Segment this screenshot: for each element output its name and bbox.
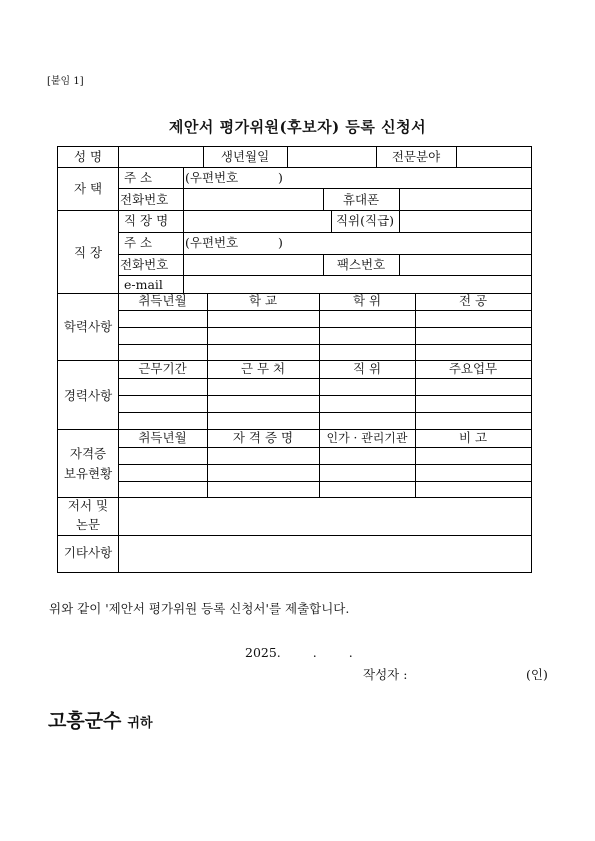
company-label: 직 장 명 [124,213,169,228]
col-divider [183,167,184,210]
row-divider [58,535,531,536]
education-label: 학력사항 [63,319,113,334]
publications-label-line1: 저서 및 [67,498,109,513]
home-phone-label: 전화번호 [120,192,169,207]
row-divider [118,464,531,465]
cert-header: 비 고 [458,430,488,445]
work-postal-label: (우편번호 [185,235,239,250]
submission-statement: 위와 같이 '제안서 평가위원 등록 신청서'를 제출합니다. [49,601,350,616]
cert-header: 취득년월 [138,430,187,445]
row-divider [118,395,531,396]
career-label: 경력사항 [63,388,113,403]
publications-label-line2: 논문 [75,517,101,532]
cert-label-line1: 자격증 [69,446,107,461]
row-divider [118,344,531,345]
row-divider [118,481,531,482]
education-header: 학 위 [352,293,382,308]
etc-field[interactable] [120,537,531,571]
birthdate-field[interactable] [289,149,375,165]
education-header: 학 교 [248,293,278,308]
mobile-label: 휴대폰 [342,192,380,207]
row-divider [118,378,531,379]
addressee-suffix: 귀하 [127,716,153,731]
home-label: 자 택 [73,181,103,196]
work-address-label: 주 소 [124,235,153,250]
home-address-field[interactable] [293,169,531,186]
field-input[interactable] [458,149,530,165]
col-divider [287,147,288,167]
submission-date: 2025. . . [245,645,353,660]
work-phone-label: 전화번호 [120,257,169,272]
col-divider [399,210,400,232]
career-header: 근무기간 [138,361,187,376]
position-label: 직위(직급) [335,213,395,228]
writer-label: 작성자 : [363,667,408,682]
label-column-divider [118,147,119,572]
education-header: 전 공 [458,293,488,308]
row-divider [58,167,531,168]
mobile-field[interactable] [401,190,531,208]
row-divider [118,275,531,276]
addressee-name: 고흥군수 [48,710,122,732]
home-phone-field[interactable] [185,190,321,208]
position-field[interactable] [401,212,531,230]
col-divider [207,293,208,497]
name-field[interactable] [120,149,202,165]
work-postal-close: ) [278,235,283,250]
education-header: 취득년월 [138,293,187,308]
company-field[interactable] [185,212,329,230]
fax-field[interactable] [401,256,531,273]
row-divider [118,412,531,413]
col-divider [415,293,416,497]
work-phone-field[interactable] [185,256,321,273]
email-label: e-mail [124,277,163,292]
row-divider [118,310,531,311]
field-label: 전문분야 [391,149,441,164]
work-label: 직 장 [73,245,103,260]
row-divider [118,188,531,189]
etc-label: 기타사항 [63,545,113,560]
home-postal-close: ) [278,170,283,185]
row-divider [118,232,531,233]
publications-field[interactable] [120,499,531,533]
application-form-table [57,146,532,573]
annex-label: [붙임 1] [47,76,84,87]
career-header: 주요업무 [448,361,498,376]
col-divider [319,293,320,497]
seal-mark: (인) [526,667,548,682]
home-address-label: 주 소 [124,170,153,185]
col-divider [399,188,400,210]
email-field[interactable] [185,277,531,291]
career-header: 근 무 처 [240,361,286,376]
row-divider [58,210,531,211]
addressee [48,706,153,733]
row-divider [118,447,531,448]
form-title: 제안서 평가위원(후보자) 등록 신청서 [168,118,427,136]
cert-header: 자 격 증 명 [232,430,294,445]
col-divider [399,254,400,275]
col-divider [456,147,457,167]
row-divider [58,497,531,498]
row-divider [118,327,531,328]
career-header: 직 위 [352,361,382,376]
work-address-field[interactable] [293,234,531,252]
name-label: 성 명 [73,149,103,164]
cert-label-line2: 보유현황 [63,466,113,481]
cert-header: 인가 · 관리기관 [326,431,408,445]
col-divider [183,210,184,293]
home-postal-label: (우편번호 [185,170,239,185]
birthdate-label: 생년월일 [220,149,270,164]
row-divider [118,254,531,255]
fax-label: 팩스번호 [336,257,386,272]
